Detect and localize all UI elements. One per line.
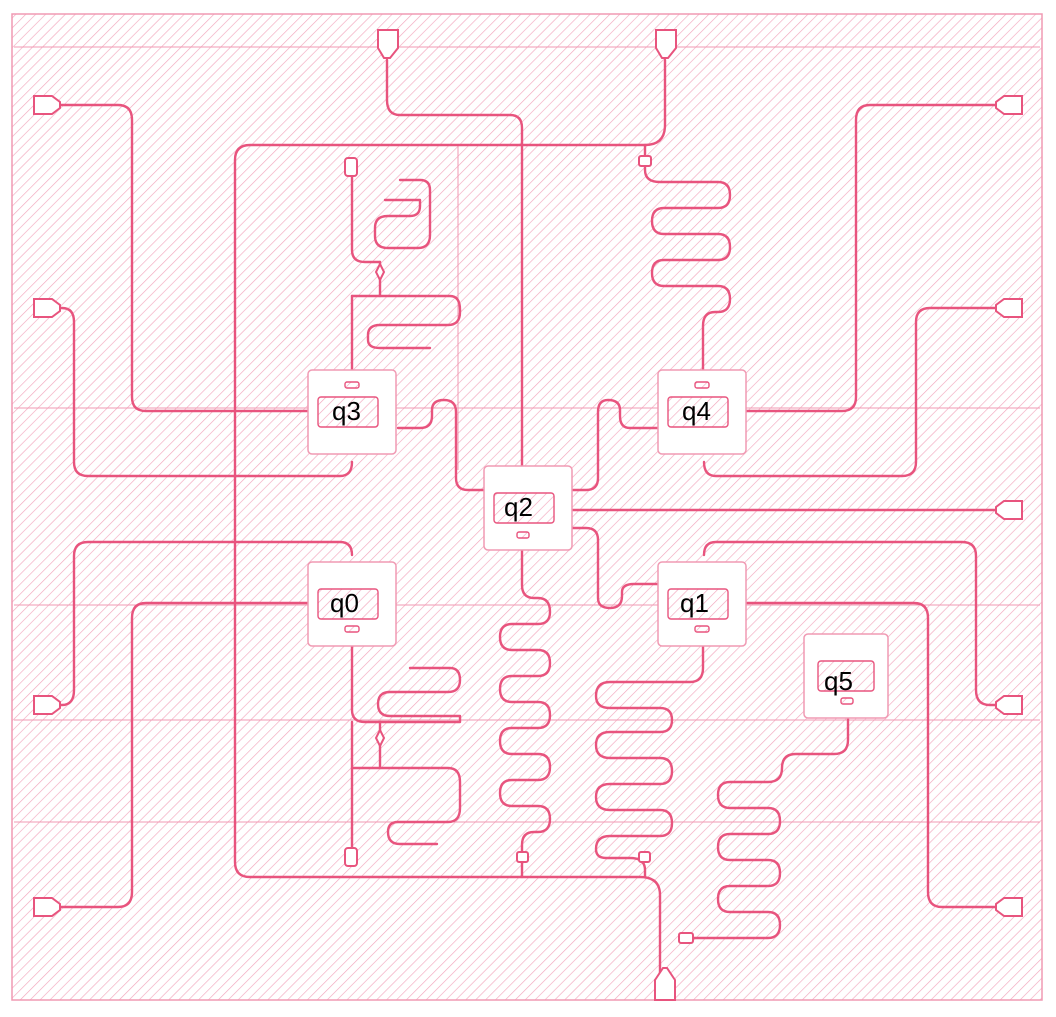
pad-left-4: [34, 898, 60, 916]
qubit-label-q0: q0: [330, 588, 359, 618]
qubit-label-q5: q5: [824, 666, 853, 696]
coupler-bottom: [679, 933, 693, 943]
pad-right-2: [996, 299, 1022, 317]
pad-left-2: [34, 299, 60, 317]
filter-bottom: [345, 848, 357, 866]
qubit-label-q1: q1: [680, 588, 709, 618]
pad-left-3: [34, 696, 60, 714]
pad-right-4: [996, 696, 1022, 714]
coupler-top: [639, 156, 651, 166]
pad-left-1: [34, 96, 60, 114]
qubit-label-q3: q3: [332, 396, 361, 426]
qubit-label-q2: q2: [504, 492, 533, 522]
pad-right-5: [996, 898, 1022, 916]
qubit-label-q4: q4: [682, 396, 711, 426]
pad-right-1: [996, 96, 1022, 114]
coupler-mid-a: [517, 852, 528, 862]
pad-right-3: [996, 501, 1022, 519]
coupler-mid-b: [639, 852, 650, 862]
filter-top: [345, 158, 357, 176]
